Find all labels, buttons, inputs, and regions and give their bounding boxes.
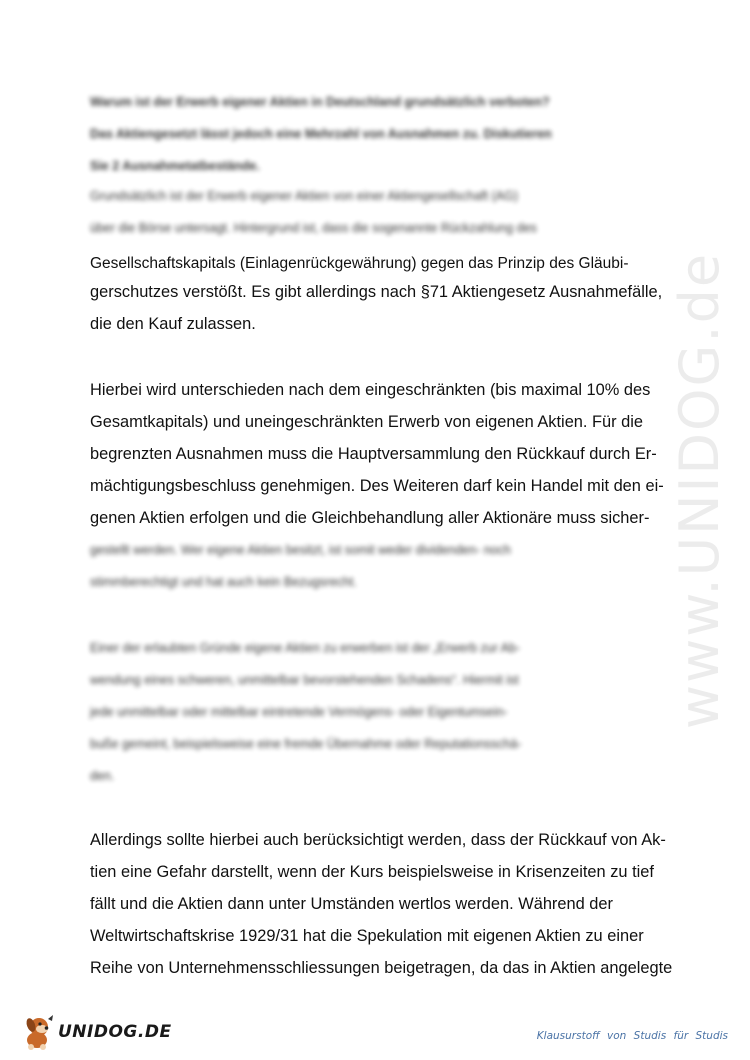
paragraph-line: mächtigungsbeschluss genehmigen. Des Weiteren darf kein Handel mit den ei- [90, 477, 664, 495]
paragraph-line: über die Börse untersagt. Hintergrund ist, dass die sogenannte Rückzahlung des [90, 221, 537, 235]
question-line: Das Aktiengesetzt lässt jedoch eine Mehrzahl von Ausnahmen zu. Diskutieren [90, 127, 552, 141]
paragraph-line: gerschutzes verstößt. Es gibt allerdings nach §71 Aktiengesetz Ausnahmefälle, [90, 283, 663, 301]
paragraph-line: tien eine Gefahr darstellt, wenn der Kurs beispielsweise in Krisenzeiten zu tief [90, 863, 654, 881]
paragraph-line: Gesellschaftskapitals (Einlagenrückgewährung) gegen das Prinzip des Gläubi- [90, 255, 629, 272]
paragraph-line: Grundsätzlich ist der Erwerb eigener Aktien von einer Aktiengesellschaft (AG) [90, 189, 518, 203]
dog-mascot-icon [22, 1014, 56, 1050]
paragraph-line: gestellt werden. Wer eigene Aktien besitzt, ist somit weder dividenden- noch [90, 543, 511, 557]
paragraph-line: stimmberechtigt und hat auch kein Bezugsrecht. [90, 575, 357, 589]
logo-text: UNIDOG.DE [58, 1022, 172, 1042]
paragraph-line: fällt und die Aktien dann unter Umständen wertlos werden. Während der [90, 895, 613, 913]
watermark-text: www.UNIDOG.de [668, 251, 732, 729]
paragraph-line: die den Kauf zulassen. [90, 315, 256, 333]
paragraph-line: genen Aktien erfolgen und die Gleichbehandlung aller Aktionäre muss sicher- [90, 509, 650, 527]
paragraph-line: Hierbei wird unterschieden nach dem eingeschränkten (bis maximal 10% des [90, 381, 651, 399]
paragraph-line: den. [90, 769, 115, 783]
paragraph-damage-case [90, 632, 665, 792]
question-heading [90, 86, 665, 182]
paragraph-line: Gesamtkapitals) und uneingeschränkten Erwerb von eigenen Aktien. Für die [90, 413, 644, 431]
paragraph-exceptions [90, 374, 665, 598]
unidog-logo [22, 1012, 172, 1052]
paragraph-line: begrenzten Ausnahmen muss die Hauptversammlung den Rückkauf durch Er- [90, 445, 657, 463]
paragraph-line: Allerdings sollte hierbei auch berücksichtigt werden, dass der Rückkauf von Ak- [90, 831, 666, 849]
paragraph-intro [90, 180, 665, 340]
paragraph-line: Weltwirtschaftskrise 1929/31 hat die Spekulation mit eigenen Aktien zu einer [90, 927, 644, 945]
watermark [640, 250, 750, 730]
paragraph-line: jede unmittelbar oder mittelbar eintretende Vermögens- oder Eigentumsein- [90, 705, 508, 719]
footer-tagline: Klausurstoff von Studis für Studis [536, 1030, 728, 1042]
question-line: Sie 2 Ausnahmetatbestände. [90, 159, 260, 173]
paragraph-line: buße gemeint, beispielsweise eine fremde Übernahme oder Reputationsschä- [90, 737, 522, 751]
paragraph-line: Reihe von Unternehmensschliessungen beigetragen, da das in Aktien angelegte [90, 959, 673, 977]
paragraph-risk [90, 824, 673, 984]
paragraph-line: Einer der erlaubten Gründe eigene Aktien zu erwerben ist der „Erwerb zur Ab- [90, 641, 521, 655]
question-line: Warum ist der Erwerb eigener Aktien in Deutschland grundsätzlich verboten? [90, 95, 550, 109]
paragraph-line: wendung eines schweren, unmittelbar bevorstehenden Schadens“. Hiermit ist [90, 673, 519, 687]
